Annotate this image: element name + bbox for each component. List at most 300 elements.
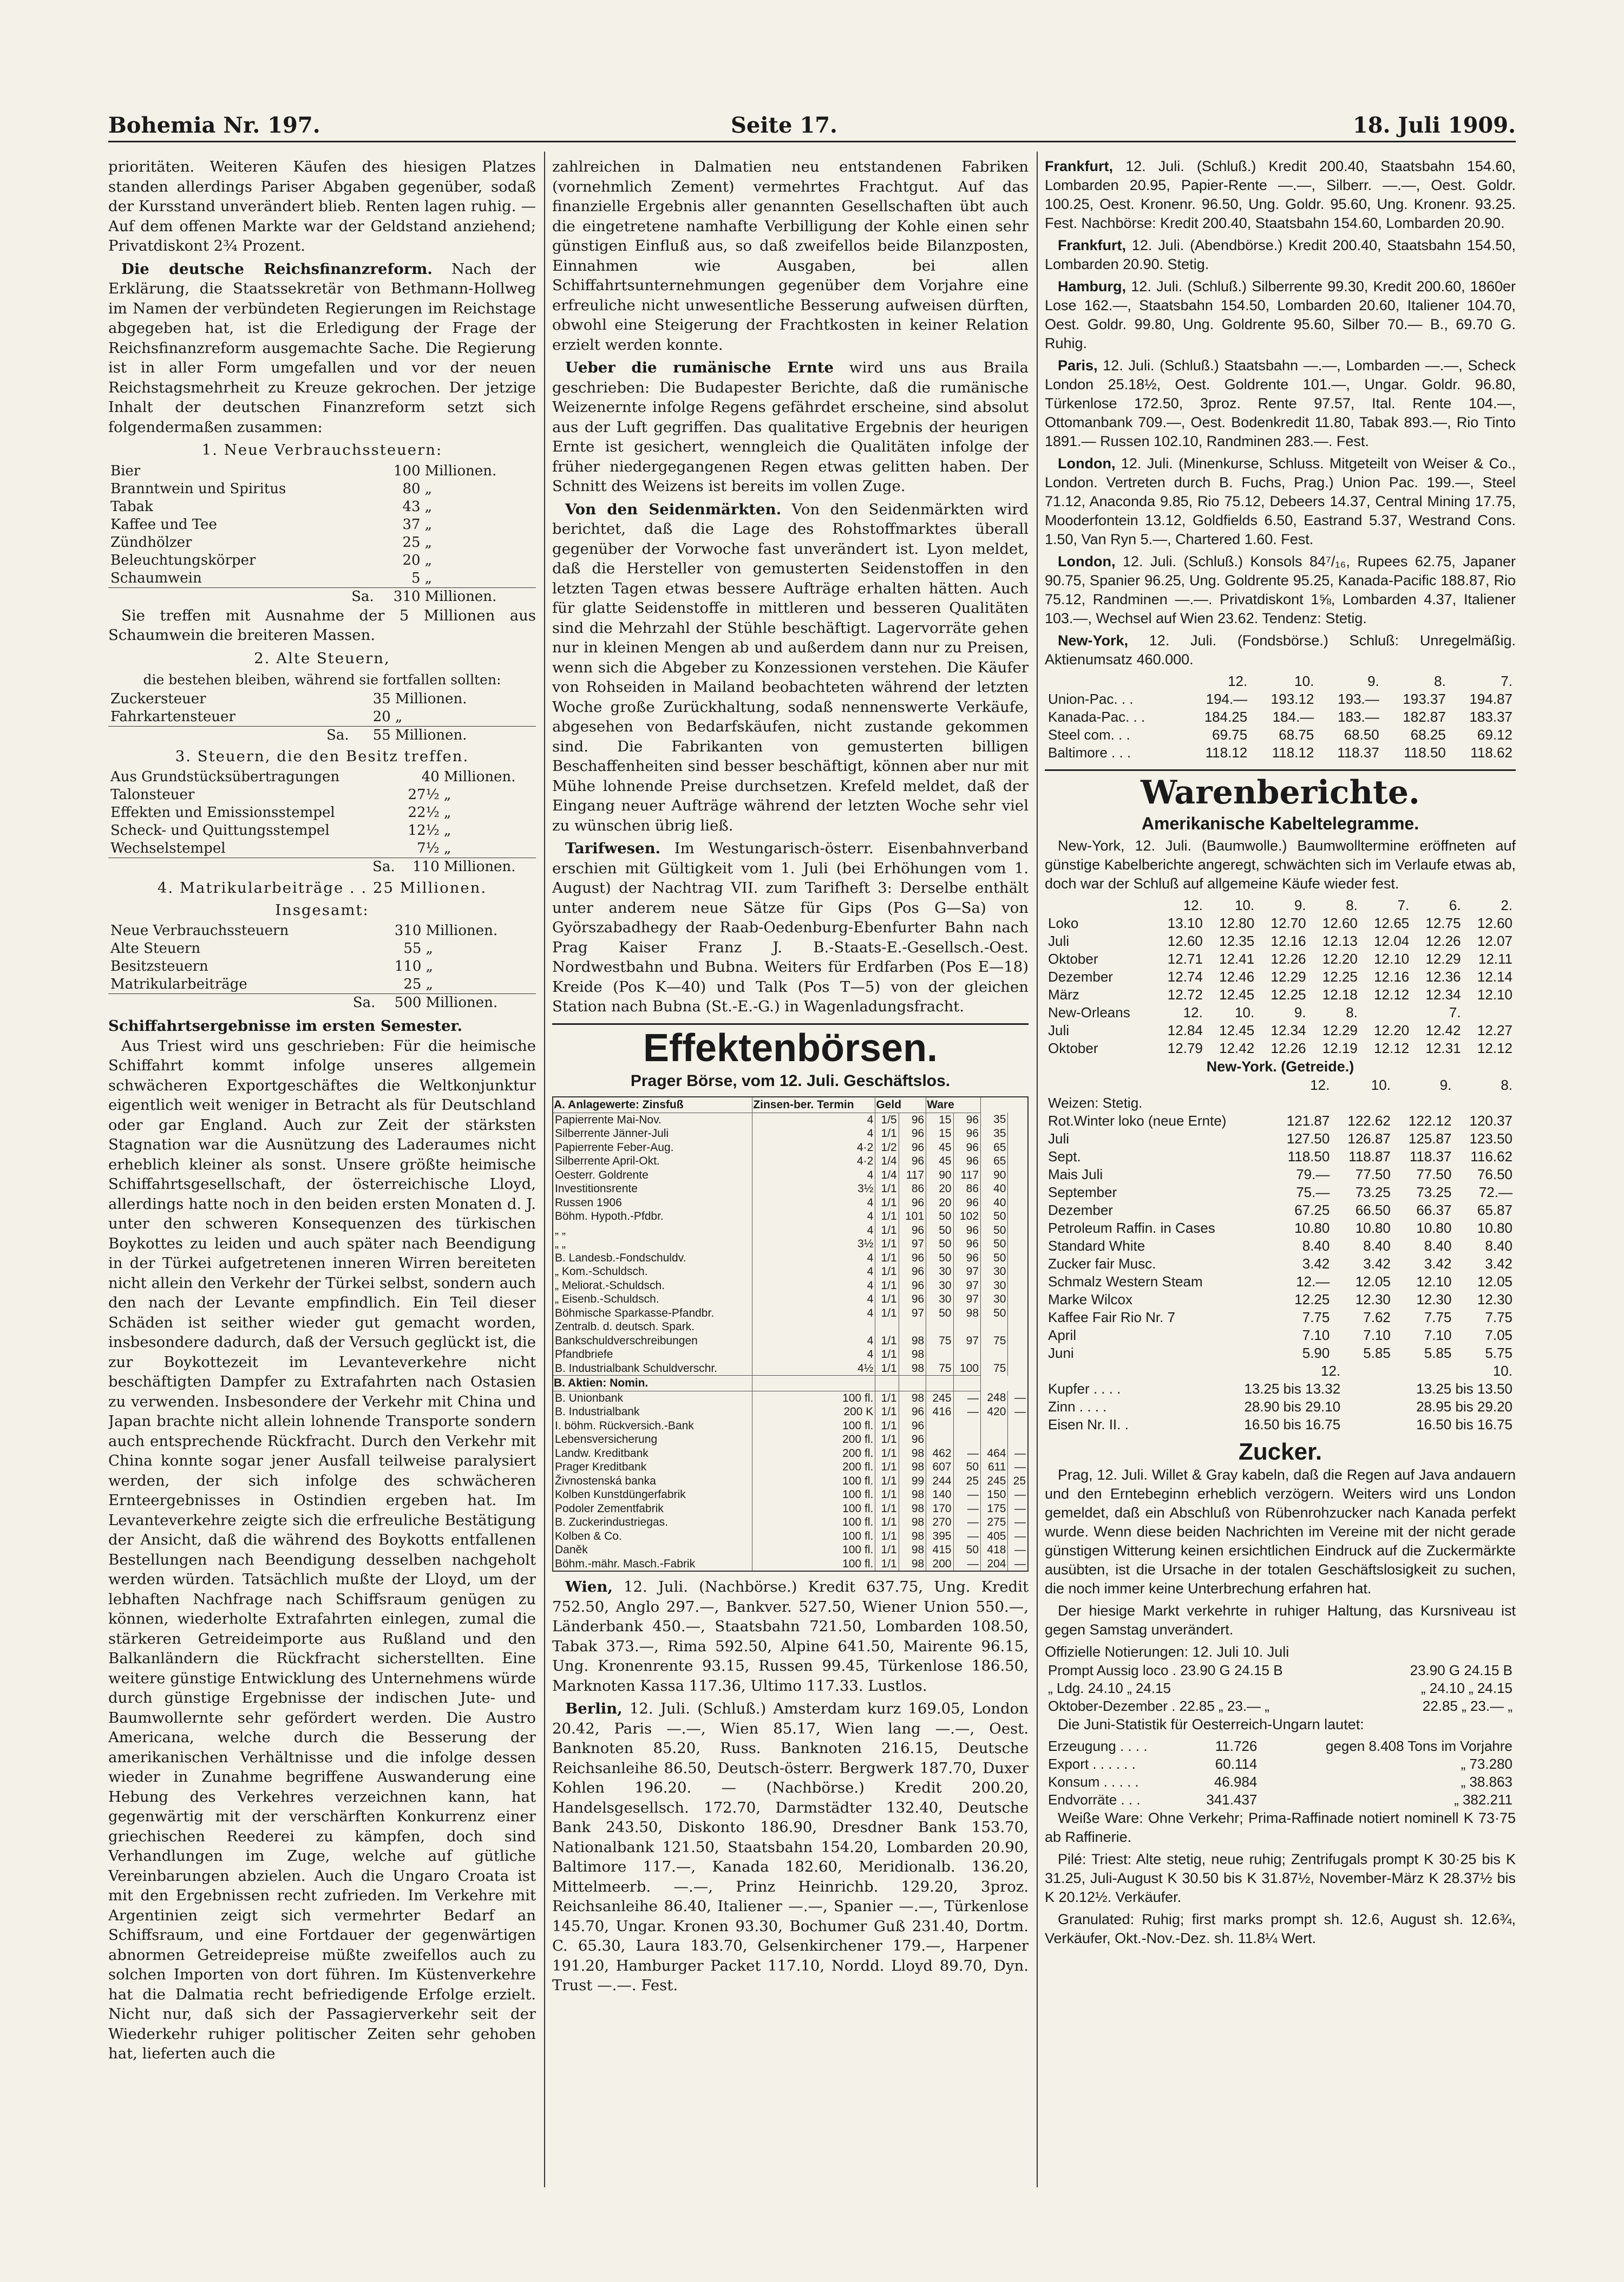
cell: „ — [443, 822, 451, 839]
cell: 4 — [752, 1113, 875, 1127]
cell: 12.80 — [1219, 915, 1255, 931]
table-row — [108, 552, 536, 570]
cell: 1/1 — [875, 1391, 899, 1405]
cell: 12. — [1321, 1363, 1341, 1379]
cell: 96 — [899, 1265, 926, 1279]
cell: 1/1 — [875, 1237, 899, 1251]
cell: September — [1048, 1184, 1117, 1200]
cell: 99 — [899, 1474, 926, 1488]
cell: 96 — [899, 1127, 926, 1141]
cell: 96 — [899, 1154, 926, 1168]
cell: 98 — [899, 1502, 926, 1516]
london2-text: 12. Juli. (Schluß.) Konsols 84⁷/₁₆, Rupees 62.75, Japaner 90.75, Spanier 96.25, Ung. Goldrente 95.25, Kanada-Pacific 188.87, Rio 75.12, Randminen —.—. Privatdiskont 1⅝, Lombarden 4.37, Italiener 103.—, Wechsel auf Wien 23.62. Tendenz: Stetig. — [1045, 553, 1516, 626]
cell: 117 — [953, 1168, 980, 1182]
cell: 1/1 — [875, 1251, 899, 1265]
cell: — — [1008, 1391, 1028, 1405]
table-row — [1045, 1039, 1516, 1057]
cell: 100 fl. — [752, 1543, 875, 1557]
cell: 15 — [926, 1127, 953, 1141]
cell: 7.75 — [1302, 1309, 1330, 1325]
cell: 75.— — [1296, 1184, 1330, 1200]
ernte-article — [552, 358, 1029, 496]
cell: 125.87 — [1408, 1130, 1452, 1147]
cell: 7.05 — [1485, 1327, 1512, 1343]
column-1 — [108, 157, 536, 2067]
table-row — [553, 1405, 1028, 1419]
cell: 98 — [899, 1447, 926, 1461]
cell: Besitzsteuern — [110, 958, 208, 975]
ny-stock-table — [1045, 672, 1516, 762]
cell: 96 — [899, 1251, 926, 1265]
cell: Schmalz Western Steam — [1048, 1273, 1203, 1290]
cell: 9. — [1294, 897, 1306, 913]
cell — [1344, 1416, 1354, 1434]
cell: — — [953, 1557, 980, 1572]
berlin-text: 12. Juli. (Schluß.) Amsterdam kurz 169.05, London 20.42, Paris —.—, Wien 85.17, Wien lang —.—, Oest. Banknoten 85.20, Russ. Banknoten 216.15, Deutsche Reichsanleihe 86.50, Deutsch-österr. Bergwerk 187.70, Duxer Kohlen 196.20. — (Nachbörse.) Kredit 200.20, Handelsgesellsch. 172.70, Darmstädter 132.40, Deutsche Bank 243.50, Diskonto 186.90, Dresdner Bank 153.70, Nationalbank 121.50, Staatsbahn 154.20, Lombarden 20.90, Baltimore 117.—, Kanada 182.60, Meridionalb. 136.20, Mittelmeerb. —.—, Prinz Heinrichb. 129.20, 3proz. Reichsanleihe 86.40, Italiener —.—, Spanier —.—, Türkenlose 145.70, Ungar. Kronen 93.30, Bochumer Guß 231.40, Dortm. C. 65.30, Laura 183.70, Gelsenkirchener 179.—, Harpener 191.20, Hamburger Packet 117.10, Nordd. Lloyd 89.70, Dyn. Trust —.—. Fest. — [552, 1700, 1029, 1994]
cell: 11.726 — [1215, 1738, 1258, 1754]
table-row — [553, 1543, 1028, 1557]
cell: 96 — [899, 1196, 926, 1210]
cell: 12. — [1183, 897, 1203, 913]
s1-table — [108, 462, 536, 606]
cell: 2. — [1501, 897, 1512, 913]
weisse-text: Weiße Ware: Ohne Verkehr; Prima-Raffinade notiert nominell K 73·75 ab Raffinerie. — [1045, 1810, 1516, 1845]
zucker-title: Zucker. — [1238, 1438, 1322, 1465]
cell: 310 — [394, 923, 422, 939]
cell: 204 — [981, 1557, 1008, 1572]
cell: 20 — [402, 552, 421, 568]
cell: Russen 1906 — [553, 1196, 752, 1210]
cell: Zündhölzer — [110, 534, 192, 551]
cell: — — [953, 1488, 980, 1502]
cell: 12.18 — [1322, 986, 1358, 1003]
cell: 200 — [926, 1557, 953, 1572]
cell: 12. — [1310, 1077, 1330, 1093]
header-left: Bohemia Nr. 197. — [108, 113, 320, 138]
cell: 50 — [981, 1237, 1008, 1251]
cell: Sa. — [108, 587, 376, 606]
cell: „ „ — [553, 1224, 752, 1238]
cell: 4 — [752, 1168, 875, 1182]
cell: Živnostenská banka — [553, 1474, 752, 1488]
cell: 12.12 — [1374, 1040, 1410, 1056]
cell — [953, 1320, 980, 1334]
cell: 183.37 — [1469, 709, 1512, 725]
table-row — [1045, 1344, 1516, 1362]
cell: 12.36 — [1425, 969, 1461, 985]
anlage-body — [553, 1113, 1028, 1376]
table-row — [553, 1265, 1028, 1279]
cell: 8.40 — [1485, 1238, 1512, 1254]
cell: 50 — [926, 1237, 953, 1251]
cell: Sa. — [108, 858, 397, 877]
cell — [926, 1433, 953, 1447]
cell: Aus Grundstücksübertragungen — [110, 769, 340, 785]
seide-title: Von den Seidenmärkten. — [565, 500, 782, 518]
cell: 12.25 — [1271, 986, 1306, 1003]
table-row — [1045, 1166, 1516, 1183]
table-row — [1045, 1237, 1516, 1255]
cell: Scheck- und Quittungsstempel — [110, 822, 330, 839]
cell: B. Zuckerindustriegas. — [553, 1515, 752, 1529]
table-row — [1045, 968, 1516, 986]
cell: 69.75 — [1212, 727, 1248, 743]
cell: 77.50 — [1355, 1166, 1391, 1182]
cell: 12.05 — [1477, 1273, 1512, 1290]
cell: — — [953, 1502, 980, 1516]
cell: 150 — [981, 1488, 1008, 1502]
s2-sub: die bestehen bleiben, während sie fortfallen sollten: — [143, 672, 501, 688]
table-row — [108, 516, 536, 534]
h2-nom: Nomin. — [610, 1377, 649, 1389]
cell: Lebensversicherung — [553, 1433, 752, 1447]
table-header — [1045, 1076, 1516, 1094]
cell — [981, 1419, 1008, 1433]
cell — [926, 1348, 953, 1362]
cell: 12½ — [408, 822, 440, 839]
cell: 43 — [402, 498, 421, 515]
cell: 110 — [397, 858, 442, 877]
cell: 10.80 — [1416, 1220, 1452, 1236]
cell: 1/1 — [875, 1306, 899, 1320]
zucker-text: Prag, 12. Juli. Willet & Gray kabeln, daß die Regen auf Java andauern und den Erntebeginn erheblich verzögern. Weiters wird uns London gemeldet, daß ein Abschluß von Rübenrohzucker nach Kanada perfekt wurde. Wenn diese beiden Nachrichten im Vereine mit der nicht gerade günstigen Witterung keinen ersichtlichen Eindruck auf die Zuckermärkte ausübten, ist die Ursache in der totalen Geschäftslosigkeit zu suchen, die noch immer keine Unterbrechung erfahren hat. — [1045, 1467, 1516, 1597]
cell: 194.— — [1206, 691, 1248, 707]
cell: „ — [424, 552, 433, 568]
cell: 118.50 — [1404, 744, 1446, 761]
h-name: A. Anlagewerte: Zinsfuß — [553, 1097, 752, 1113]
grain-table — [1045, 1076, 1516, 1362]
cell: 96 — [899, 1433, 926, 1447]
cell: 50 — [926, 1251, 953, 1265]
paris-report — [1045, 356, 1516, 451]
cell — [1045, 897, 1155, 914]
cell: Fahrkartensteuer — [110, 708, 235, 725]
london-text: 12. Juli. (Minenkurse, Schluss. Mitgeteilt von Weiser & Co., London. Vertreten durch B. Fuchs, Prag.) Union Pac. 199.—, Steel 71.12, Anaconda 9.85, Rio 75.12, Debeers 14.37, Central Mining 17.75, Mooderfontein 13.12, Goldfields 6.50, Eastrand 5.37, Westrand Cons. 1.50, Van Ryn 5.—, Chartered 1.60. Fest. — [1045, 455, 1516, 547]
cell: 4 — [752, 1127, 875, 1141]
table-row — [1045, 1679, 1516, 1697]
cell: Zucker fair Musc. — [1048, 1256, 1156, 1272]
cell: 1/4 — [875, 1154, 899, 1168]
cell: 1/1 — [875, 1419, 899, 1433]
prague-stock-table — [552, 1096, 1029, 1572]
cell: New-Orleans — [1048, 1004, 1130, 1021]
cell: Steel com. . . — [1048, 727, 1130, 743]
wien-report — [552, 1577, 1029, 1696]
cell: — — [1008, 1529, 1028, 1544]
cell: 3½ — [752, 1182, 875, 1196]
london-title: London, — [1058, 455, 1116, 472]
cell: 8. — [1501, 1077, 1512, 1093]
cell: 182.87 — [1403, 709, 1446, 725]
h-empty — [899, 1376, 926, 1391]
cell: 607 — [926, 1460, 953, 1474]
cell: 35 — [981, 1113, 1008, 1127]
cell: 50 — [926, 1209, 953, 1224]
cell: „ — [425, 940, 433, 957]
cell: 275 — [981, 1515, 1008, 1529]
cell: 4½ — [752, 1362, 875, 1376]
table-row — [1045, 1148, 1516, 1166]
table-row — [553, 1460, 1028, 1474]
cell: 12.35 — [1219, 933, 1255, 949]
cell: 184.— — [1272, 709, 1314, 725]
cell: 200 fl. — [752, 1447, 875, 1461]
cell — [1045, 1076, 1272, 1094]
cell: — — [953, 1447, 980, 1461]
table-row — [1045, 1773, 1516, 1791]
cell: 4 — [752, 1292, 875, 1306]
cell: Alte Steuern — [110, 940, 201, 957]
cell: 1/2 — [875, 1141, 899, 1155]
cell: 4 — [752, 1196, 875, 1210]
cell: gegen 8.408 Tons im Vorjahre — [1326, 1738, 1512, 1754]
table-row — [108, 534, 536, 552]
cell: 12.25 — [1294, 1291, 1330, 1307]
cell: Neue Verbrauchssteuern — [110, 923, 289, 939]
cell: 1/1 — [875, 1209, 899, 1224]
table-row — [553, 1447, 1028, 1461]
cell: 27½ — [408, 787, 440, 803]
table-row — [108, 840, 536, 858]
frankfurt2-text: 12. Juli. (Abendbörse.) Kredit 200.40, Staatsbahn 154.50, Lombarden 20.90. Stetig. — [1045, 237, 1516, 272]
cell: 500 — [377, 994, 423, 1012]
cell: Millionen. — [423, 994, 536, 1012]
cell: 45 — [926, 1154, 953, 1168]
cell: „ Eisenb.-Schuldsch. — [553, 1292, 752, 1306]
cell — [1272, 1094, 1333, 1112]
cell: 183.— — [1338, 709, 1379, 725]
cell: 122.12 — [1408, 1113, 1452, 1129]
table-row — [553, 1279, 1028, 1293]
s1-title: 1. Neue Verbrauchssteuern: — [201, 441, 443, 459]
cell: 12.79 — [1167, 1040, 1203, 1056]
cell: 12.45 — [1219, 1022, 1255, 1038]
h-ware: Ware — [926, 1097, 981, 1113]
cell: Pfandbriefe — [553, 1348, 752, 1362]
cell: 12.75 — [1425, 915, 1461, 931]
cell: 12.84 — [1167, 1022, 1203, 1038]
cell: „ Ldg. 24.10 „ 24.15 — [1048, 1680, 1171, 1696]
paris-title: Paris, — [1058, 357, 1098, 374]
cell: Endvorräte . . . — [1048, 1791, 1141, 1808]
cell: 96 — [953, 1141, 980, 1155]
cell: Millionen. — [423, 587, 536, 606]
table-row — [108, 958, 536, 976]
cell: 200 fl. — [752, 1460, 875, 1474]
cell: Kolben & Co. — [553, 1529, 752, 1544]
cell: 98 — [899, 1362, 926, 1376]
cell: 6. — [1449, 897, 1461, 913]
cell: 12.19 — [1322, 1040, 1358, 1056]
cell: 40 — [421, 769, 440, 785]
cell: 120.37 — [1469, 1113, 1512, 1129]
cell: 60.114 — [1215, 1756, 1258, 1772]
table-row — [1045, 726, 1516, 744]
cell: 140 — [926, 1488, 953, 1502]
table-row — [1045, 1697, 1516, 1715]
cell: März — [1048, 986, 1079, 1003]
waren-subtitle: Amerikanische Kabeltelegramme. — [1141, 814, 1419, 833]
cell: 170 — [926, 1502, 953, 1516]
cell: 30 — [981, 1279, 1008, 1293]
cell: 12.25 — [1322, 969, 1358, 985]
cell: 30 — [981, 1265, 1008, 1279]
cell: 464 — [981, 1447, 1008, 1461]
table-row — [108, 690, 536, 708]
cell — [926, 1419, 953, 1433]
cell: 12.71 — [1167, 951, 1203, 967]
cell: 1/1 — [875, 1474, 899, 1488]
table-row — [1045, 1737, 1516, 1755]
cell: Beleuchtungskörper — [110, 552, 256, 568]
frankfurt2-title: Frankfurt, — [1058, 237, 1127, 253]
cell — [1344, 1398, 1354, 1416]
cell: 76.50 — [1477, 1166, 1512, 1182]
cell: 12.12 — [1374, 986, 1410, 1003]
cell: 55 — [351, 726, 393, 744]
cell: Millionen. — [395, 690, 467, 707]
cell: 12.30 — [1355, 1291, 1391, 1307]
table-row — [553, 1113, 1028, 1127]
hamburg-title: Hamburg, — [1058, 278, 1127, 295]
cell: 30 — [926, 1292, 953, 1306]
cell: 12.41 — [1219, 951, 1255, 967]
cell: 10. — [1235, 897, 1255, 913]
cell: 4·2 — [752, 1141, 875, 1155]
table-row — [553, 1433, 1028, 1447]
cell: 98 — [899, 1391, 926, 1405]
hamburg-text: 12. Juli. (Schluß.) Silberrente 99.30, Kredit 200.60, 1860er Lose 162.—, Staatsbahn 154.50, Lombarden 20.60, Italiener 104.70, Oest. Goldr. 99.80, Ung. Goldrente 95.60, Silber 70.— B., 69.70 G. Ruhig. — [1045, 278, 1516, 351]
cell: Kolben Kunstdüngerfabrik — [553, 1488, 752, 1502]
cell: 30 — [926, 1265, 953, 1279]
cell: 244 — [926, 1474, 953, 1488]
cell: — — [1008, 1460, 1028, 1474]
cell: 122.62 — [1347, 1113, 1391, 1129]
table-row — [108, 976, 536, 994]
cell: Schaumwein — [110, 570, 202, 586]
cell: Investitionsrente — [553, 1182, 752, 1196]
table-row — [553, 1348, 1028, 1362]
column-rule-1 — [544, 152, 545, 2187]
cell: 7.75 — [1424, 1309, 1452, 1325]
col1-intro: prioritäten. Weiteren Käufen des hiesigen Platzes standen allerdings Pariser Abgaben gegenüber, sodaß der Kursstand unverändert blieb. Renten lagen ruhig. — Auf dem offenen Markte war der Geldstand anziehend; Privatdiskont 2¾ Prozent. — [108, 158, 536, 254]
cell: 4 — [752, 1334, 875, 1348]
cell: 96 — [953, 1154, 980, 1168]
cell: 10.80 — [1294, 1220, 1330, 1236]
cell: 121.87 — [1286, 1113, 1330, 1129]
table-row — [108, 462, 536, 480]
table-row — [1045, 950, 1516, 968]
cell: 98 — [899, 1348, 926, 1362]
table-row — [1045, 690, 1516, 708]
london-report — [1045, 454, 1516, 549]
cell — [1333, 1094, 1394, 1112]
cell: 75 — [981, 1334, 1008, 1348]
cell: 3.42 — [1363, 1256, 1391, 1272]
table-row — [1045, 914, 1516, 932]
cell: 75 — [981, 1362, 1008, 1376]
table-row — [108, 570, 536, 588]
cell: 79.— — [1296, 1166, 1330, 1182]
cell: 4 — [752, 1209, 875, 1224]
cell: Eisen Nr. II. . — [1048, 1416, 1129, 1433]
cell — [1008, 1433, 1028, 1447]
cell: 96 — [899, 1292, 926, 1306]
ny-text: 12. Juli. (Fondsbörse.) Schluß: Unregelmäßig. Aktienumsatz 460.000. — [1045, 632, 1516, 668]
cell: 1/1 — [875, 1433, 899, 1447]
table-row — [1045, 1130, 1516, 1148]
table-row — [1045, 1416, 1516, 1434]
cell: 193.37 — [1403, 691, 1446, 707]
cell: 118.87 — [1348, 1148, 1391, 1165]
cell: 184.25 — [1204, 709, 1248, 725]
cell: 248 — [981, 1391, 1008, 1405]
tarif-title: Tarifwesen. — [565, 840, 661, 857]
cell: 1/5 — [875, 1113, 899, 1127]
column-rule-2 — [1037, 152, 1038, 2187]
cell: Branntwein und Spiritus — [110, 480, 286, 497]
statistik-table — [1045, 1737, 1516, 1809]
cell: Kanada-Pac. . . — [1048, 709, 1145, 725]
h-empty — [926, 1376, 953, 1391]
cell: 77.50 — [1416, 1166, 1452, 1182]
s3-title: 3. Steuern, die den Besitz treffen. — [175, 747, 469, 765]
cell: 12.29 — [1425, 951, 1461, 967]
cell: „ — [425, 958, 433, 975]
cell: Kupfer . . . . — [1048, 1381, 1121, 1397]
notierungen-table — [1045, 1662, 1516, 1715]
cell: 4 — [752, 1279, 875, 1293]
cell — [953, 1419, 980, 1433]
cell: 4 — [752, 1348, 875, 1362]
cell: 50 — [926, 1224, 953, 1238]
cell: 98 — [899, 1543, 926, 1557]
cell: 12.20 — [1322, 951, 1358, 967]
h-termin: Zinsen-ber. Termin — [752, 1097, 875, 1113]
cell: 118.50 — [1287, 1148, 1330, 1165]
cell: 1/1 — [875, 1405, 899, 1419]
cell: 98 — [953, 1306, 980, 1320]
cell: Kaffee und Tee — [110, 516, 217, 533]
table-row — [553, 1196, 1028, 1210]
cell: 5 — [411, 570, 421, 586]
cell — [926, 1320, 953, 1334]
getreide-label: New-York. (Getreide.) — [1206, 1058, 1354, 1075]
cell: Effekten und Emissionsstempel — [110, 805, 335, 821]
cell: Kaffee Fair Rio Nr. 7 — [1048, 1309, 1176, 1325]
cell: 7.75 — [1485, 1309, 1512, 1325]
table-row — [553, 1502, 1028, 1516]
cell: 96 — [899, 1141, 926, 1155]
cell: 96 — [953, 1113, 980, 1127]
table-row — [553, 1209, 1028, 1224]
cell: 96 — [899, 1419, 926, 1433]
table-row — [553, 1237, 1028, 1251]
table-header — [1045, 672, 1516, 690]
table-row — [108, 498, 536, 516]
table-row — [553, 1557, 1028, 1572]
cell: 420 — [981, 1405, 1008, 1419]
cell: 12.16 — [1271, 933, 1306, 949]
cell: 12.10 — [1477, 986, 1512, 1003]
cell: 8. — [1346, 1004, 1358, 1021]
cell: Sa. — [108, 994, 377, 1012]
cell: B. Unionbank — [553, 1391, 752, 1405]
cell — [1045, 672, 1184, 690]
cell: 1/4 — [875, 1168, 899, 1182]
cell: 97 — [899, 1237, 926, 1251]
cell: 1/1 — [875, 1502, 899, 1516]
